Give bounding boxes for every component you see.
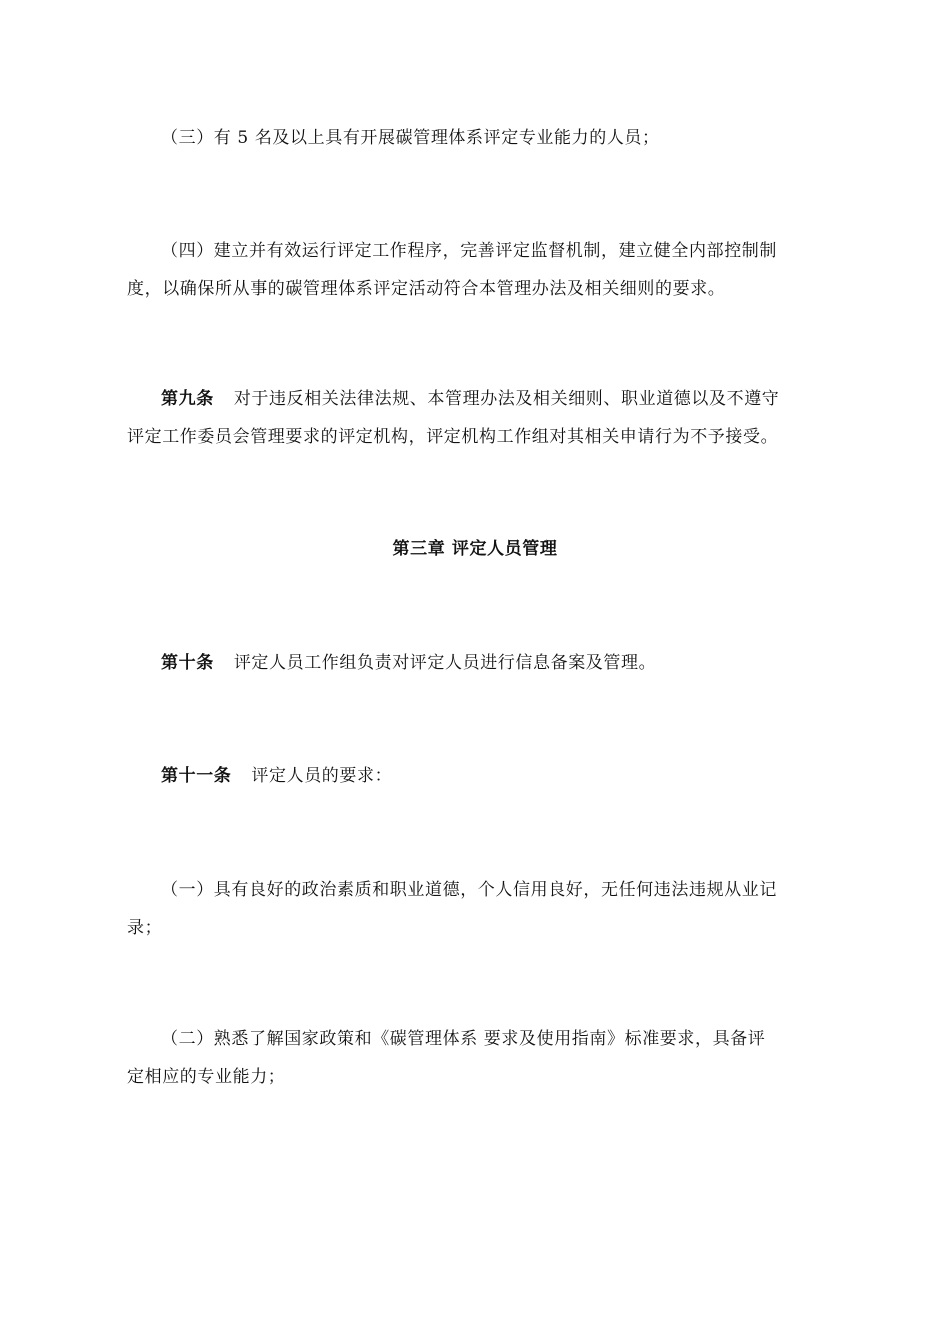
article-text: 评定人员工作组负责对评定人员进行信息备案及管理。 [233,653,657,673]
article-number: 第十条 [161,653,214,673]
paragraph-line [127,757,827,795]
requirement-1 [127,871,827,947]
paragraph-line [127,380,827,418]
chapter-title: 第三章 评定人员管理 [392,539,558,559]
article-number: 第十一条 [161,766,232,786]
paragraph-line [127,644,827,682]
article-text: 对于违反相关法律法规、本管理办法及相关细则、职业道德以及不遵守 [233,389,780,409]
article-number: 第九条 [161,389,214,409]
paragraph-item-4 [127,232,827,308]
paragraph-line: （四）建立并有效运行评定工作程序，完善评定监督机制，建立健全内部控制制 [161,241,777,261]
paragraph-line: （二）熟悉了解国家政策和《碳管理体系 要求及使用指南》标准要求，具备评 [161,1029,766,1049]
paragraph-line: （三）有 5 名及以上具有开展碳管理体系评定专业能力的人员； [161,128,660,148]
article-10 [127,644,827,682]
paragraph-line: （一）具有良好的政治素质和职业道德，个人信用良好，无任何违法违规从业记 [161,880,777,900]
article-text: 评定人员的要求： [251,766,393,786]
paragraph-line: 评定工作委员会管理要求的评定机构，评定机构工作组对其相关申请行为不予接受。 [127,427,779,447]
paragraph-item-3 [127,119,827,157]
paragraph-line: 度，以确保所从事的碳管理体系评定活动符合本管理办法及相关细则的要求。 [127,279,726,299]
paragraph-line: 录； [127,918,163,938]
article-11 [127,757,827,795]
paragraph-line: 定相应的专业能力； [127,1067,286,1087]
requirement-2 [127,1020,827,1096]
article-9 [127,380,827,456]
